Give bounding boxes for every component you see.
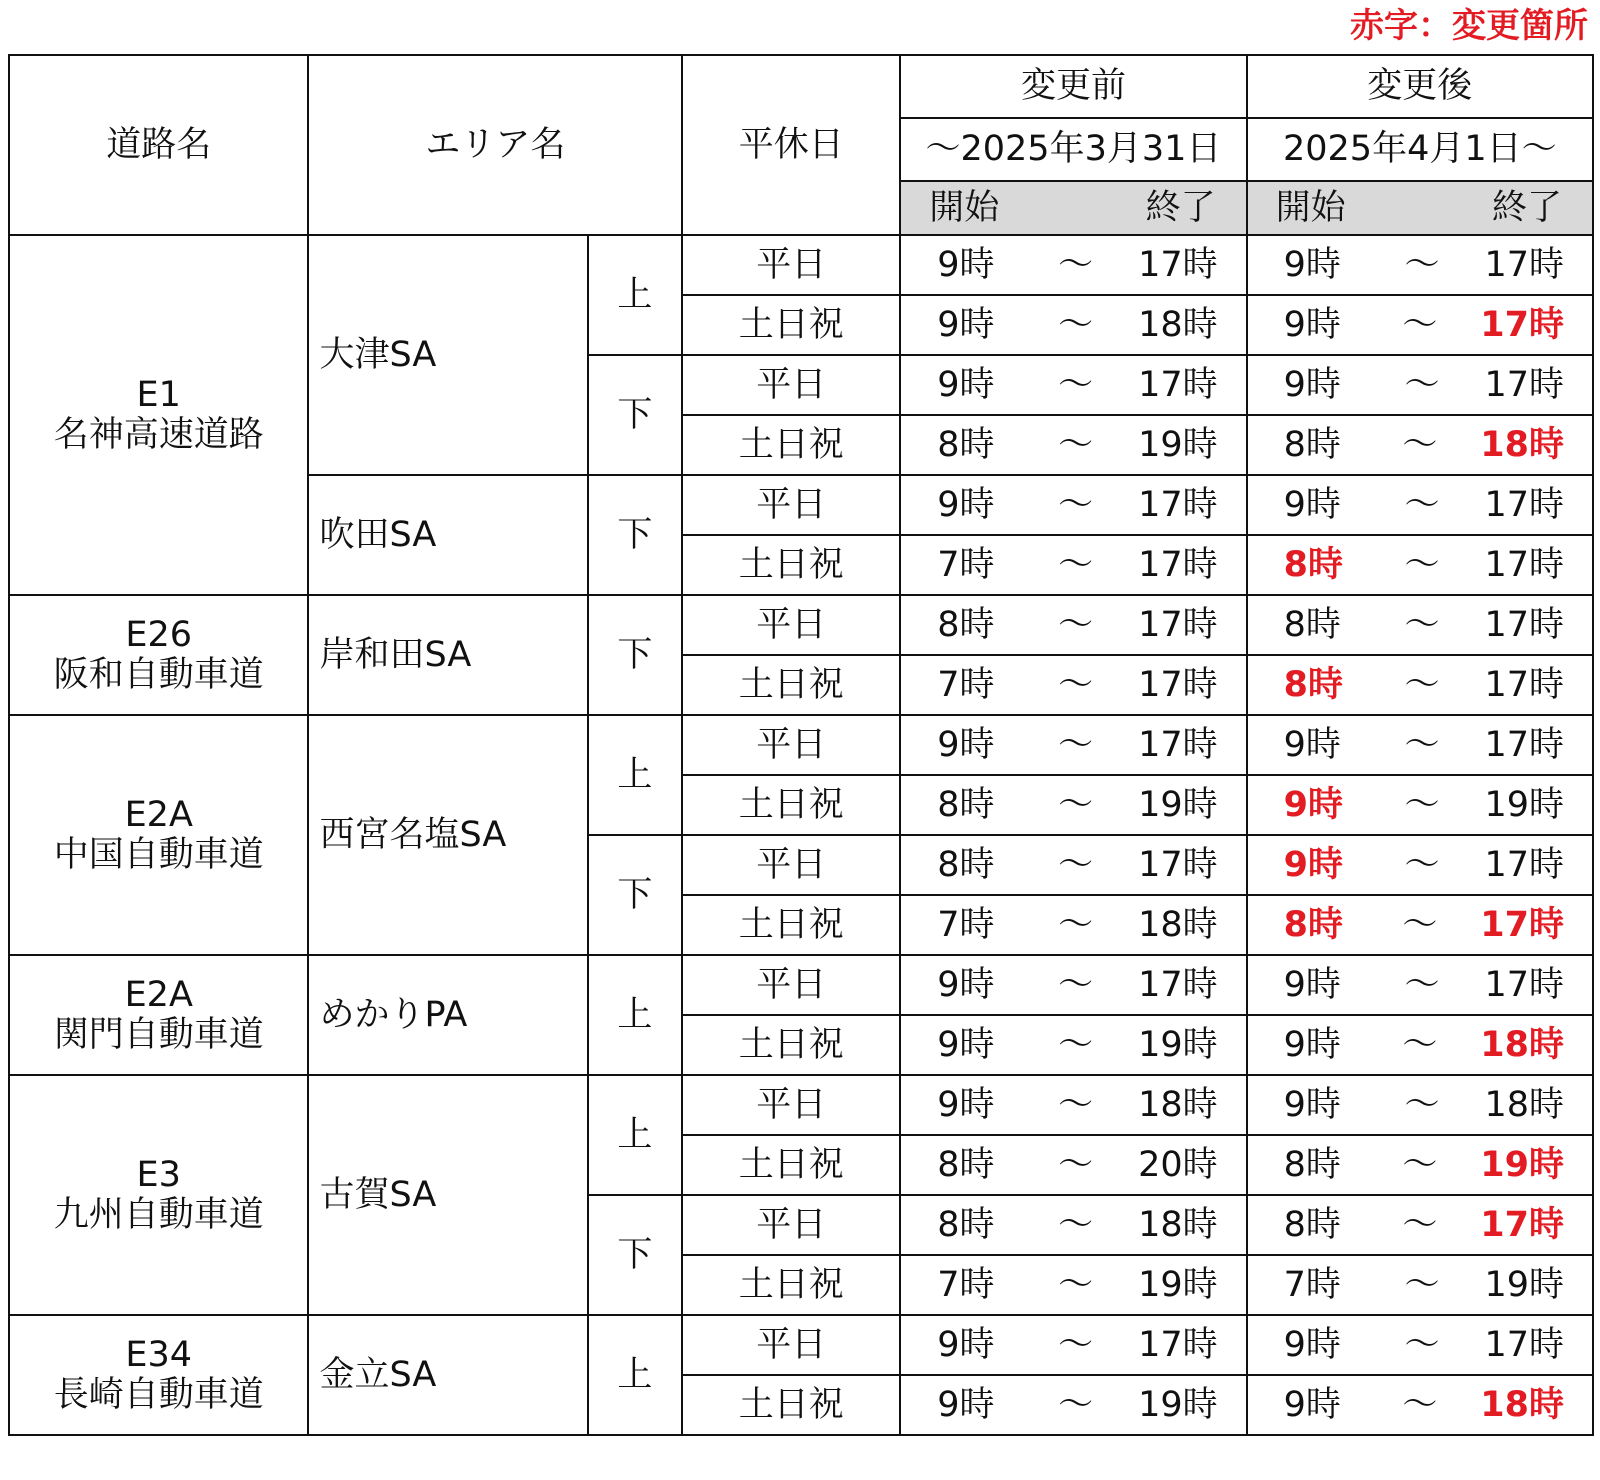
header-before-end: 終了 [1145, 187, 1216, 228]
range-tilde: ～ [1404, 1084, 1440, 1125]
after-start-time: 9時 [1283, 844, 1343, 885]
before-end-time: 19時 [1138, 1384, 1218, 1425]
range-tilde: ～ [1058, 1264, 1094, 1305]
after-start-time: 8時 [1283, 604, 1341, 645]
range-tilde: ～ [1058, 304, 1094, 345]
before-hours [900, 1135, 1246, 1195]
after-end-time: 17時 [1484, 844, 1564, 885]
after-end-time: 17時 [1480, 1204, 1564, 1245]
before-end-time: 17時 [1138, 664, 1218, 705]
before-hours [900, 835, 1246, 895]
range-tilde: ～ [1058, 724, 1094, 765]
range-tilde: ～ [1404, 364, 1440, 405]
road-code: E1 [136, 374, 181, 415]
direction: 上 [588, 1315, 683, 1435]
after-start-time: 9時 [1283, 784, 1343, 825]
after-hours [1247, 1375, 1593, 1435]
range-tilde: ～ [1402, 304, 1438, 345]
direction: 下 [588, 475, 683, 595]
before-start-time: 8時 [937, 424, 995, 465]
range-tilde: ～ [1404, 784, 1440, 825]
range-tilde: ～ [1058, 424, 1094, 465]
before-start-time: 9時 [937, 244, 995, 285]
after-end-time: 17時 [1484, 244, 1564, 285]
range-tilde: ～ [1402, 1024, 1438, 1065]
road-cell [9, 595, 308, 715]
table-row [9, 1315, 1593, 1375]
range-tilde: ～ [1404, 724, 1440, 765]
after-start-time: 8時 [1283, 904, 1343, 945]
after-start-time: 9時 [1283, 1084, 1341, 1125]
after-hours [1247, 1255, 1593, 1315]
range-tilde: ～ [1058, 1204, 1094, 1245]
road-code: E34 [125, 1334, 193, 1375]
after-hours [1247, 1015, 1593, 1075]
road-name: 九州自動車道 [53, 1195, 264, 1235]
range-tilde: ～ [1402, 1384, 1438, 1425]
after-end-time: 17時 [1484, 724, 1564, 765]
area-name: 西宮名塩SA [308, 715, 587, 955]
road-code: E2A [124, 794, 193, 835]
day-type: 土日祝 [682, 1255, 900, 1315]
before-end-time: 18時 [1138, 1204, 1218, 1245]
after-hours [1247, 235, 1593, 295]
direction: 上 [588, 955, 683, 1075]
header-daytype: 平休日 [682, 55, 900, 235]
before-hours [900, 415, 1246, 475]
before-start-time: 7時 [937, 904, 995, 945]
after-end-time: 17時 [1484, 604, 1564, 645]
before-hours [900, 895, 1246, 955]
before-hours [900, 475, 1246, 535]
table-row [9, 715, 1593, 775]
range-tilde: ～ [1404, 484, 1440, 525]
road-cell [9, 955, 308, 1075]
header-before: 変更前 [900, 55, 1246, 118]
before-end-time: 17時 [1138, 364, 1218, 405]
before-start-time: 9時 [937, 1384, 995, 1425]
after-hours [1247, 1315, 1593, 1375]
header-road: 道路名 [9, 55, 308, 235]
after-start-time: 8時 [1283, 664, 1343, 705]
after-start-time: 9時 [1283, 1024, 1341, 1065]
after-hours [1247, 535, 1593, 595]
before-hours [900, 235, 1246, 295]
direction: 上 [588, 235, 683, 355]
day-type: 平日 [682, 595, 900, 655]
after-start-time: 9時 [1283, 244, 1341, 285]
before-start-time: 8時 [937, 604, 995, 645]
day-type: 土日祝 [682, 895, 900, 955]
range-tilde: ～ [1404, 1264, 1440, 1305]
range-tilde: ～ [1404, 844, 1440, 885]
after-start-time: 9時 [1283, 964, 1341, 1005]
before-end-time: 18時 [1138, 904, 1218, 945]
after-hours [1247, 1075, 1593, 1135]
range-tilde: ～ [1402, 1144, 1438, 1185]
before-hours [900, 1075, 1246, 1135]
header-before-start-end [900, 181, 1246, 235]
before-end-time: 18時 [1138, 304, 1218, 345]
before-end-time: 18時 [1138, 1084, 1218, 1125]
after-end-time: 17時 [1484, 964, 1564, 1005]
after-start-time: 9時 [1283, 364, 1341, 405]
before-end-time: 17時 [1138, 964, 1218, 1005]
area-name: 金立SA [308, 1315, 587, 1435]
before-end-time: 19時 [1138, 784, 1218, 825]
before-end-time: 20時 [1138, 1144, 1218, 1185]
road-code: E3 [136, 1154, 181, 1195]
day-type: 平日 [682, 475, 900, 535]
road-cell [9, 1315, 308, 1435]
range-tilde: ～ [1058, 484, 1094, 525]
before-end-time: 19時 [1138, 424, 1218, 465]
after-hours [1247, 1135, 1593, 1195]
after-hours [1247, 295, 1593, 355]
before-start-time: 9時 [937, 964, 995, 1005]
before-hours [900, 1015, 1246, 1075]
road-code: E2A [124, 974, 193, 1015]
range-tilde: ～ [1058, 664, 1094, 705]
header-after-start-end [1247, 181, 1593, 235]
area-name: 吹田SA [308, 475, 587, 595]
range-tilde: ～ [1058, 1024, 1094, 1065]
direction: 下 [588, 595, 683, 715]
after-start-time: 7時 [1283, 1264, 1341, 1305]
before-hours [900, 1375, 1246, 1435]
after-end-time: 17時 [1484, 664, 1564, 705]
range-tilde: ～ [1402, 1204, 1438, 1245]
before-end-time: 17時 [1138, 604, 1218, 645]
after-end-time: 17時 [1484, 544, 1564, 585]
range-tilde: ～ [1058, 784, 1094, 825]
road-name: 中国自動車道 [53, 835, 264, 875]
range-tilde: ～ [1058, 604, 1094, 645]
after-end-time: 19時 [1480, 1144, 1564, 1185]
after-end-time: 18時 [1480, 1024, 1564, 1065]
before-start-time: 8時 [937, 1144, 995, 1185]
before-start-time: 9時 [937, 484, 995, 525]
after-end-time: 17時 [1484, 484, 1564, 525]
direction: 下 [588, 835, 683, 955]
business-hours-table [8, 54, 1594, 1436]
range-tilde: ～ [1058, 244, 1094, 285]
before-hours [900, 1255, 1246, 1315]
day-type: 土日祝 [682, 295, 900, 355]
range-tilde: ～ [1058, 1384, 1094, 1425]
road-name: 関門自動車道 [53, 1015, 264, 1055]
area-name: 大津SA [308, 235, 587, 475]
after-hours [1247, 715, 1593, 775]
header-after-end: 終了 [1491, 187, 1562, 228]
before-hours [900, 655, 1246, 715]
before-hours [900, 595, 1246, 655]
after-end-time: 19時 [1484, 784, 1564, 825]
before-start-time: 7時 [937, 544, 995, 585]
table-row [9, 1075, 1593, 1135]
range-tilde: ～ [1404, 1324, 1440, 1365]
legend-note: 赤字：変更箇所 [1350, 6, 1588, 46]
range-tilde: ～ [1058, 964, 1094, 1005]
day-type: 平日 [682, 1075, 900, 1135]
table-row [9, 955, 1593, 1015]
day-type: 平日 [682, 1195, 900, 1255]
after-start-time: 9時 [1283, 1384, 1341, 1425]
after-hours [1247, 895, 1593, 955]
road-name: 阪和自動車道 [53, 655, 264, 695]
before-start-time: 8時 [937, 784, 995, 825]
before-hours [900, 715, 1246, 775]
area-name: めかりPA [308, 955, 587, 1075]
before-start-time: 7時 [937, 664, 995, 705]
after-end-time: 17時 [1480, 304, 1564, 345]
range-tilde: ～ [1058, 904, 1094, 945]
road-cell [9, 715, 308, 955]
after-start-time: 8時 [1283, 1204, 1341, 1245]
road-cell [9, 235, 308, 595]
after-hours [1247, 475, 1593, 535]
range-tilde: ～ [1058, 844, 1094, 885]
before-start-time: 9時 [937, 1324, 995, 1365]
day-type: 土日祝 [682, 1375, 900, 1435]
before-start-time: 9時 [937, 1084, 995, 1125]
after-start-time: 9時 [1283, 724, 1341, 765]
after-end-time: 17時 [1484, 364, 1564, 405]
day-type: 平日 [682, 235, 900, 295]
after-hours [1247, 355, 1593, 415]
day-type: 平日 [682, 955, 900, 1015]
before-hours [900, 1315, 1246, 1375]
after-hours [1247, 655, 1593, 715]
after-end-time: 18時 [1480, 1384, 1564, 1425]
after-end-time: 19時 [1484, 1264, 1564, 1305]
range-tilde: ～ [1058, 364, 1094, 405]
after-hours [1247, 775, 1593, 835]
before-end-time: 17時 [1138, 1324, 1218, 1365]
range-tilde: ～ [1402, 424, 1438, 465]
direction: 上 [588, 715, 683, 835]
direction: 上 [588, 1075, 683, 1195]
day-type: 土日祝 [682, 1015, 900, 1075]
direction: 下 [588, 1195, 683, 1315]
after-start-time: 8時 [1283, 1144, 1341, 1185]
after-end-time: 18時 [1484, 1084, 1564, 1125]
day-type: 平日 [682, 835, 900, 895]
range-tilde: ～ [1402, 904, 1438, 945]
table-row [9, 235, 1593, 295]
before-end-time: 17時 [1138, 484, 1218, 525]
day-type: 平日 [682, 355, 900, 415]
range-tilde: ～ [1404, 604, 1440, 645]
header-after-period: 2025年4月1日～ [1247, 118, 1593, 181]
before-end-time: 17時 [1138, 724, 1218, 765]
area-name: 古賀SA [308, 1075, 587, 1315]
after-start-time: 9時 [1283, 304, 1341, 345]
after-start-time: 9時 [1283, 1324, 1341, 1365]
before-hours [900, 775, 1246, 835]
before-start-time: 9時 [937, 1024, 995, 1065]
after-hours [1247, 595, 1593, 655]
range-tilde: ～ [1404, 664, 1440, 705]
after-hours [1247, 415, 1593, 475]
before-end-time: 19時 [1138, 1264, 1218, 1305]
before-hours [900, 295, 1246, 355]
day-type: 土日祝 [682, 1135, 900, 1195]
range-tilde: ～ [1404, 544, 1440, 585]
header-area: エリア名 [308, 55, 682, 235]
before-hours [900, 1195, 1246, 1255]
after-hours [1247, 955, 1593, 1015]
day-type: 土日祝 [682, 775, 900, 835]
after-end-time: 17時 [1480, 904, 1564, 945]
header-before-period: ～2025年3月31日 [900, 118, 1246, 181]
road-name: 長崎自動車道 [53, 1375, 264, 1415]
after-end-time: 17時 [1484, 1324, 1564, 1365]
before-start-time: 8時 [937, 1204, 995, 1245]
day-type: 土日祝 [682, 415, 900, 475]
area-name: 岸和田SA [308, 595, 587, 715]
range-tilde: ～ [1058, 1144, 1094, 1185]
range-tilde: ～ [1058, 1324, 1094, 1365]
range-tilde: ～ [1404, 244, 1440, 285]
before-start-time: 9時 [937, 304, 995, 345]
header-after-start: 開始 [1275, 187, 1346, 228]
before-hours [900, 955, 1246, 1015]
after-hours [1247, 1195, 1593, 1255]
after-start-time: 9時 [1283, 484, 1341, 525]
range-tilde: ～ [1058, 544, 1094, 585]
day-type: 平日 [682, 1315, 900, 1375]
road-code: E26 [125, 614, 193, 655]
before-hours [900, 535, 1246, 595]
before-start-time: 9時 [937, 724, 995, 765]
after-start-time: 8時 [1283, 424, 1341, 465]
header-before-start: 開始 [929, 187, 1000, 228]
before-start-time: 9時 [937, 364, 995, 405]
header-after: 変更後 [1247, 55, 1593, 118]
table-row [9, 595, 1593, 655]
before-hours [900, 355, 1246, 415]
before-end-time: 17時 [1138, 244, 1218, 285]
before-start-time: 7時 [937, 1264, 995, 1305]
direction: 下 [588, 355, 683, 475]
before-start-time: 8時 [937, 844, 995, 885]
day-type: 平日 [682, 715, 900, 775]
after-hours [1247, 835, 1593, 895]
range-tilde: ～ [1058, 1084, 1094, 1125]
after-start-time: 8時 [1283, 544, 1343, 585]
after-end-time: 18時 [1480, 424, 1564, 465]
day-type: 土日祝 [682, 655, 900, 715]
day-type: 土日祝 [682, 535, 900, 595]
before-end-time: 19時 [1138, 1024, 1218, 1065]
road-name: 名神高速道路 [53, 415, 264, 455]
before-end-time: 17時 [1138, 544, 1218, 585]
road-cell [9, 1075, 308, 1315]
range-tilde: ～ [1404, 964, 1440, 1005]
before-end-time: 17時 [1138, 844, 1218, 885]
